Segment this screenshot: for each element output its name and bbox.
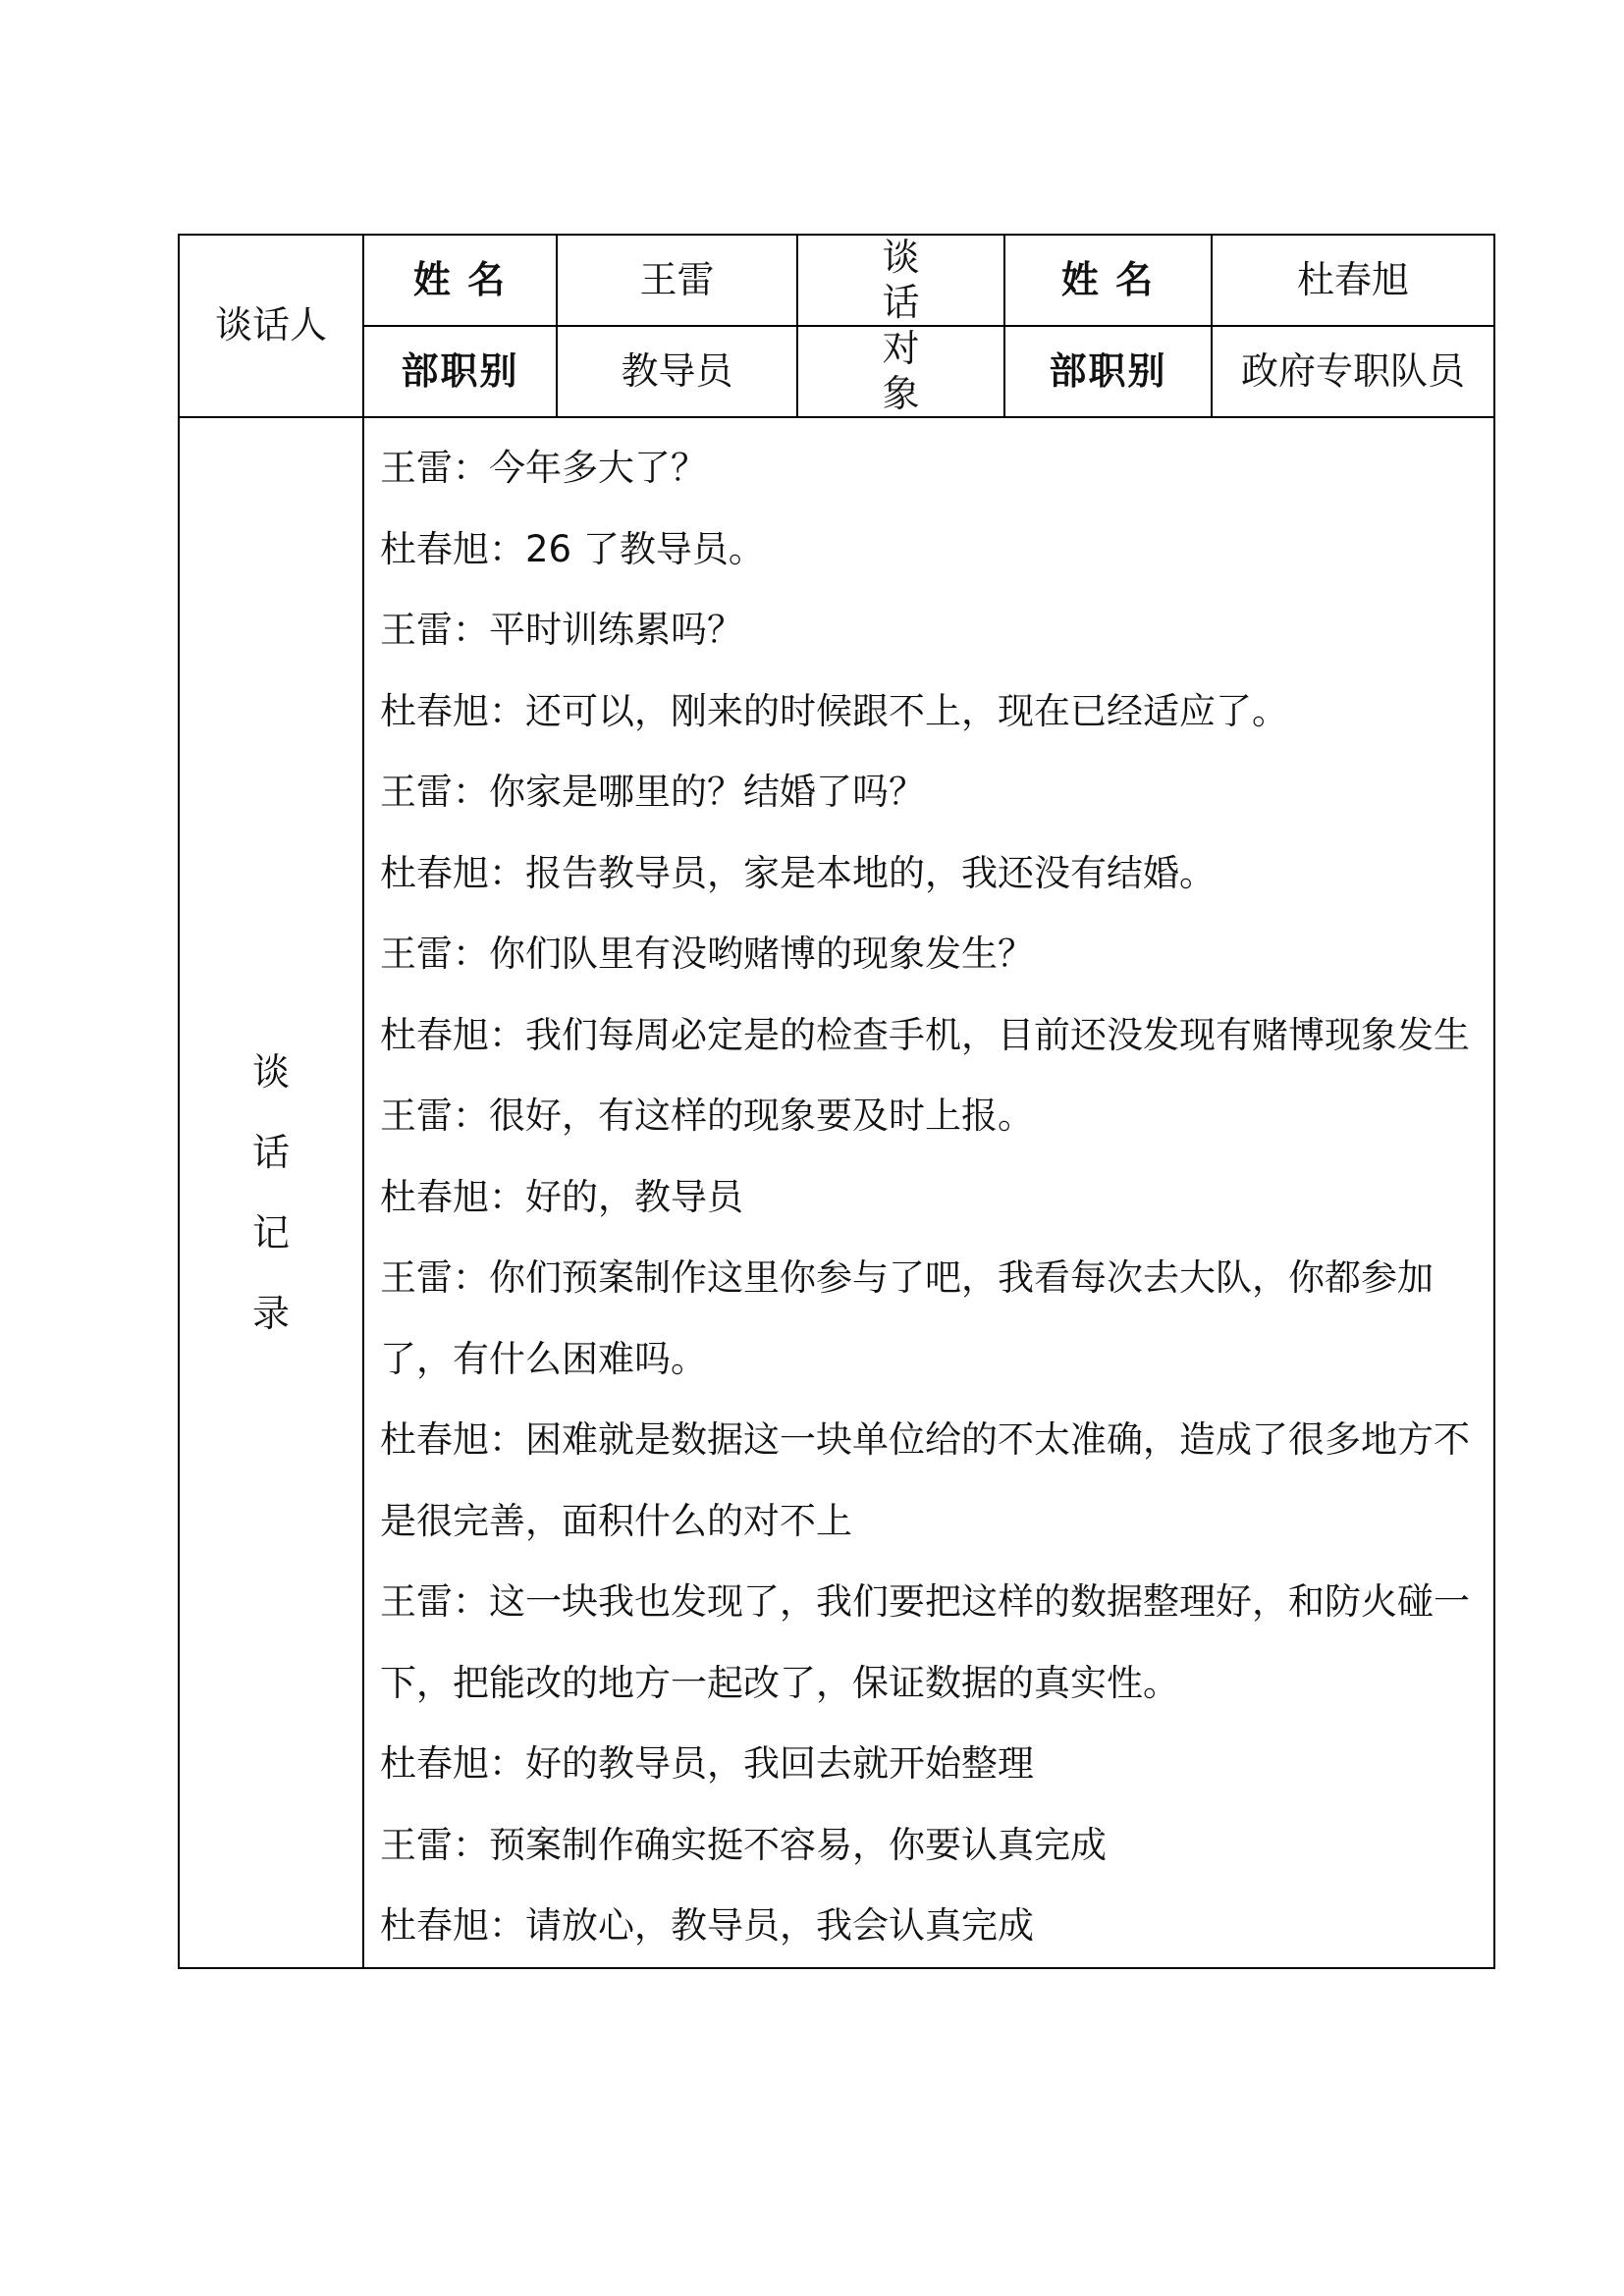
dialogue-content: [363, 417, 1494, 1968]
dept-value-left: 教导员: [557, 326, 797, 417]
name-value-left: 王雷: [557, 235, 797, 326]
dept-label-left: 部职别: [363, 326, 557, 417]
dept-value-right: 政府专职队员: [1212, 326, 1494, 417]
side-char: 录: [251, 1292, 290, 1336]
dialogue-line: 杜春旭：好的教导员，我回去就开始整理: [380, 1742, 1034, 1786]
dialogue-line: 王雷：今年多大了？: [380, 447, 707, 490]
side-char: 话: [251, 1131, 290, 1175]
dialogue-line: 王雷：你们预案制作这里你参与了吧，我看每次去大队，你都参加了，有什么困难吗。: [380, 1256, 1434, 1380]
talk-record-table: [178, 234, 1495, 1969]
dialogue-line: 王雷：平时训练累吗？: [380, 609, 743, 652]
record-row: [179, 417, 1494, 1968]
name-value-right: 杜春旭: [1212, 235, 1494, 326]
name-label-left: 姓 名: [363, 235, 557, 326]
target-label-top: 谈 话: [797, 235, 1004, 326]
dialogue-line: 王雷：你们队里有没哟赌博的现象发生？: [380, 933, 1034, 976]
dialogue-line: 王雷：这一块我也发现了，我们要把这样的数据整理好，和防火碰一下，把能改的地方一起改了，保证数据的真实性。: [380, 1580, 1470, 1704]
dialogue-line: 王雷：预案制作确实挺不容易，你要认真完成: [380, 1823, 1107, 1866]
dialogue-line: 杜春旭：报告教导员，家是本地的，我还没有结婚。: [380, 851, 1216, 894]
name-label-right: 姓 名: [1004, 235, 1212, 326]
speaker-label: 谈话人: [179, 235, 363, 417]
header-row-name: [179, 235, 1494, 326]
dialogue-line: 杜春旭：好的，教导员: [380, 1175, 743, 1218]
dialogue-line: 杜春旭：请放心，教导员，我会认真完成: [380, 1904, 1034, 1948]
record-side-label: [179, 417, 363, 1968]
header-row-dept: [179, 326, 1494, 417]
dialogue-line: 杜春旭：还可以，刚来的时候跟不上，现在已经适应了。: [380, 689, 1288, 732]
target-label-bottom: 对 象: [797, 326, 1004, 417]
dialogue-line: 杜春旭：我们每周必定是的检查手机，目前还没发现有赌博现象发生: [380, 1013, 1470, 1056]
dialogue-line: 王雷：很好，有这样的现象要及时上报。: [380, 1095, 1034, 1138]
dialogue-line: 杜春旭：26 了教导员。: [380, 527, 765, 570]
side-char: 谈: [251, 1050, 290, 1095]
dialogue-line: 王雷：你家是哪里的？结婚了吗？: [380, 771, 925, 814]
dept-label-right: 部职别: [1004, 326, 1212, 417]
dialogue-line: 杜春旭：困难就是数据这一块单位给的不太准确，造成了很多地方不是很完善，面积什么的对不上: [380, 1418, 1470, 1542]
side-char: 记: [251, 1211, 290, 1255]
